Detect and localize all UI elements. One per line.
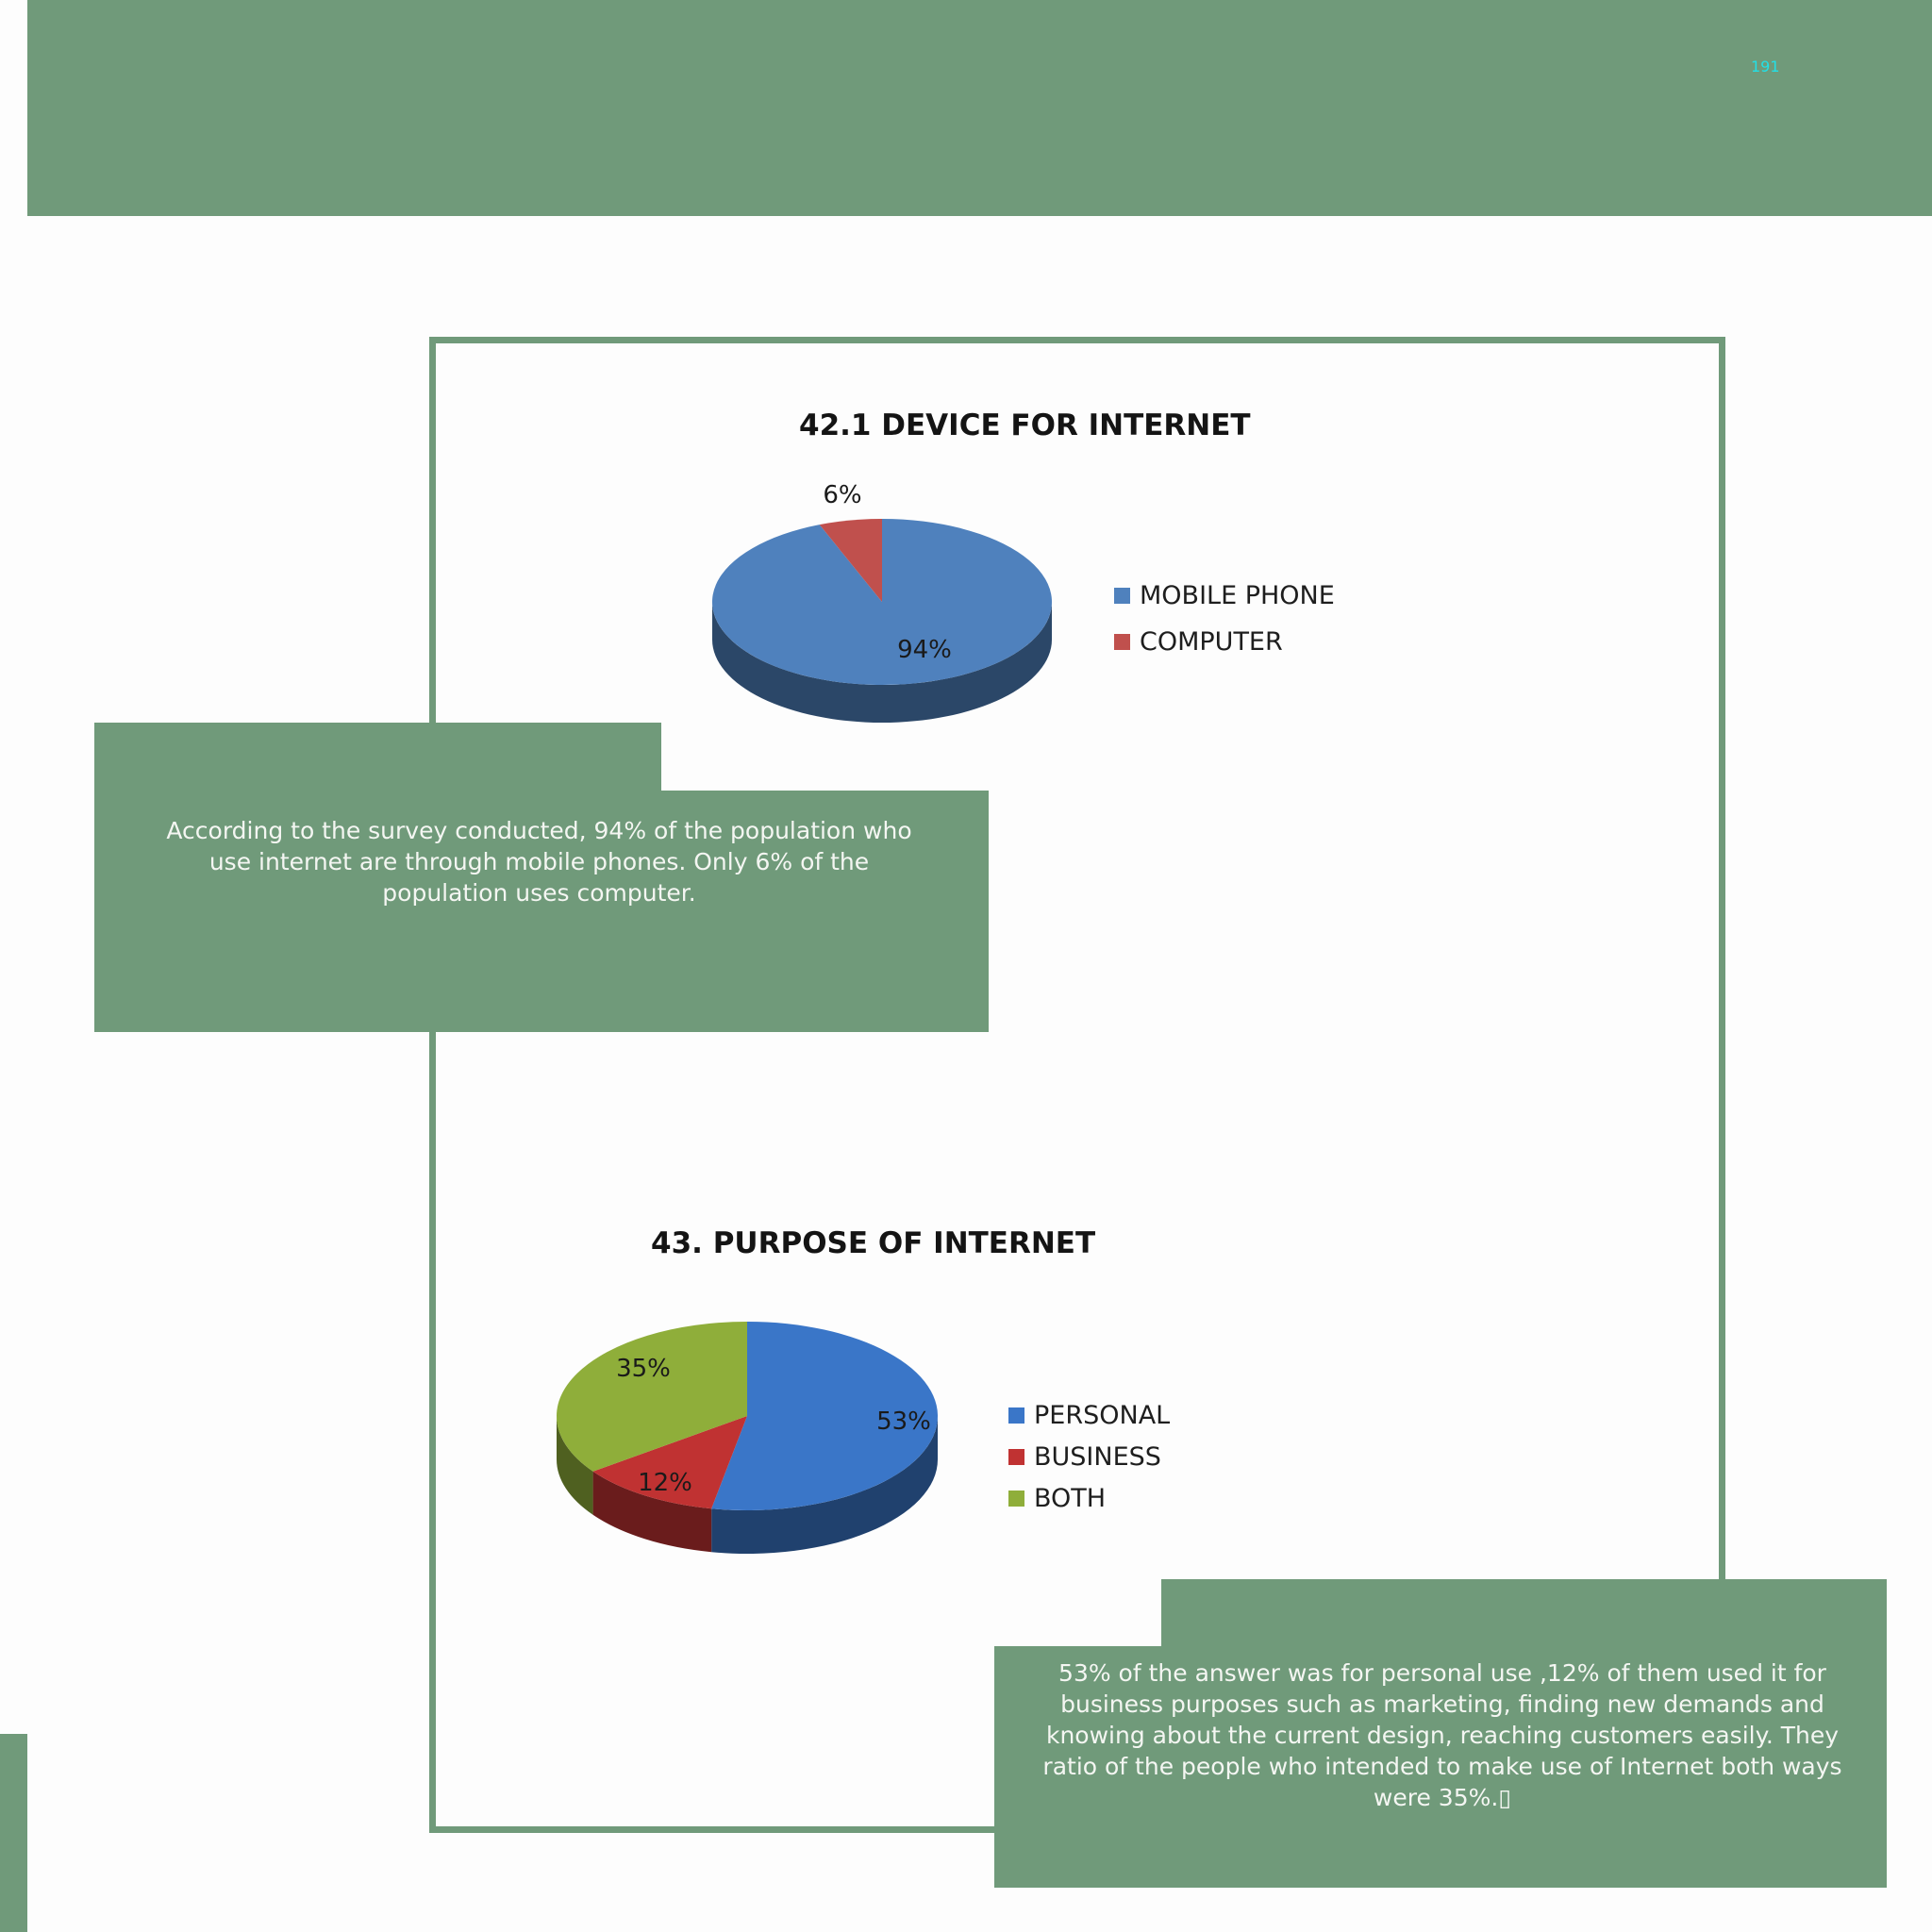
legend-item-business [1008,1442,1161,1472]
left-accent-strip [0,1734,27,1932]
pie-label-personal: 53% [876,1407,931,1436]
legend-swatch-computer [1114,634,1130,650]
legend-swatch-both [1008,1491,1024,1507]
pie-label-computer: 6% [823,481,862,509]
caption1-tab [94,723,661,798]
chart2-title: 43. PURPOSE OF INTERNET [651,1226,1096,1260]
purpose-caption: 53% of the answer was for personal use ,12% of them used it for business purposes such as marketing, finding new demands and knowing about the current design, reaching customers easily. They ratio of the people who intended to make use of Internet both ways were 35%.▯ [1042,1659,1842,1811]
legend-label-computer: COMPUTER [1140,627,1283,657]
legend-label-mobile-phone: MOBILE PHONE [1140,581,1335,610]
legend-swatch-business [1008,1449,1024,1465]
device-pie-chart [698,472,1075,736]
pie-label-business: 12% [638,1469,692,1497]
legend-swatch-personal [1008,1407,1024,1424]
page-number: 191 [1751,58,1780,75]
chart1-title: 42.1 DEVICE FOR INTERNET [799,408,1251,442]
legend-item-mobile-phone [1114,581,1335,610]
legend-label-both: BOTH [1034,1484,1107,1513]
device-caption: According to the survey conducted, 94% of the population who use internet are through mobile phones. Only 6% of the population uses computer. [166,817,912,907]
legend-label-business: BUSINESS [1034,1442,1161,1472]
legend-item-both [1008,1484,1106,1513]
header-band [27,0,1932,216]
purpose-pie-chart [538,1307,953,1590]
caption2-tab [1161,1579,1887,1655]
legend-swatch-mobile-phone [1114,588,1130,604]
pie-label-mobile-phone: 94% [897,636,952,664]
legend-item-personal [1008,1401,1170,1430]
legend-label-personal: PERSONAL [1034,1401,1171,1430]
pie-label-both: 35% [616,1355,671,1383]
legend-item-computer [1114,627,1283,657]
